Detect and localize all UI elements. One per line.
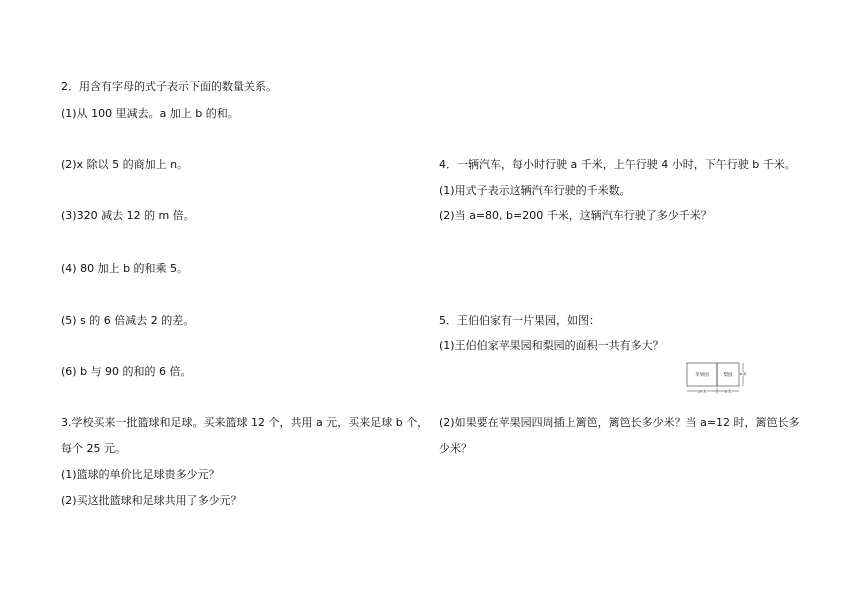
question-3-line-1: 3.学校买来一批篮球和足球。买来篮球 12 个，共用 a 元，买来足球 b 个， (61, 416, 429, 429)
question-3-line-2: 每个 25 元。 (61, 442, 126, 455)
question-4-part-1: (1)用式子表示这辆汽车行驶的千米数。 (439, 184, 631, 197)
side-dimension-label: a 米 (739, 372, 747, 376)
question-5-part-2-line-1: (2)如果要在苹果园四周插上篱笆，篱笆长多少米？当 a=12 时，篱笆长多 (439, 416, 800, 429)
question-5-part-2-line-2: 少米？ (439, 442, 472, 455)
question-2-part-1: (1)从 100 里减去。a 加上 b 的和。 (61, 107, 239, 120)
question-2-part-2: (2)x 除以 5 的商加上 n。 (61, 158, 189, 171)
question-2-part-6: (6) b 与 90 的和的 6 倍。 (61, 365, 192, 378)
question-2-part-3: (3)320 减去 12 的 m 倍。 (61, 209, 195, 222)
question-5-title: 5．王伯伯家有一片果园，如图： (439, 314, 600, 327)
question-4-title: 4．一辆汽车，每小时行驶 a 千米，上午行驶 4 小时，下午行驶 b 千米。 (439, 158, 796, 171)
question-3-part-1: (1)篮球的单价比足球贵多少元？ (61, 468, 220, 481)
question-4-part-2: (2)当 a=80, b=200 千米，这辆汽车行驶了多少千米？ (439, 209, 712, 222)
apple-orchard-label: 苹果园 (695, 373, 709, 378)
question-2-title: 2．用含有字母的式子表示下面的数量关系。 (61, 80, 277, 93)
question-5-part-1: (1)王伯伯家苹果园和梨园的面积一共有多大？ (439, 339, 664, 352)
bottom-left-dimension-label: 30 米 (697, 389, 707, 394)
pear-orchard-label: 梨园 (723, 373, 733, 378)
question-3-part-2: (2)买这批篮球和足球共用了多少元？ (61, 494, 242, 507)
question-2-part-5: (5) s 的 6 倍减去 2 的差。 (61, 314, 195, 327)
bottom-right-dimension-label: 8 米 (724, 389, 732, 394)
orchard-diagram (686, 362, 756, 394)
question-2-part-4: (4) 80 加上 b 的和乘 5。 (61, 262, 189, 275)
